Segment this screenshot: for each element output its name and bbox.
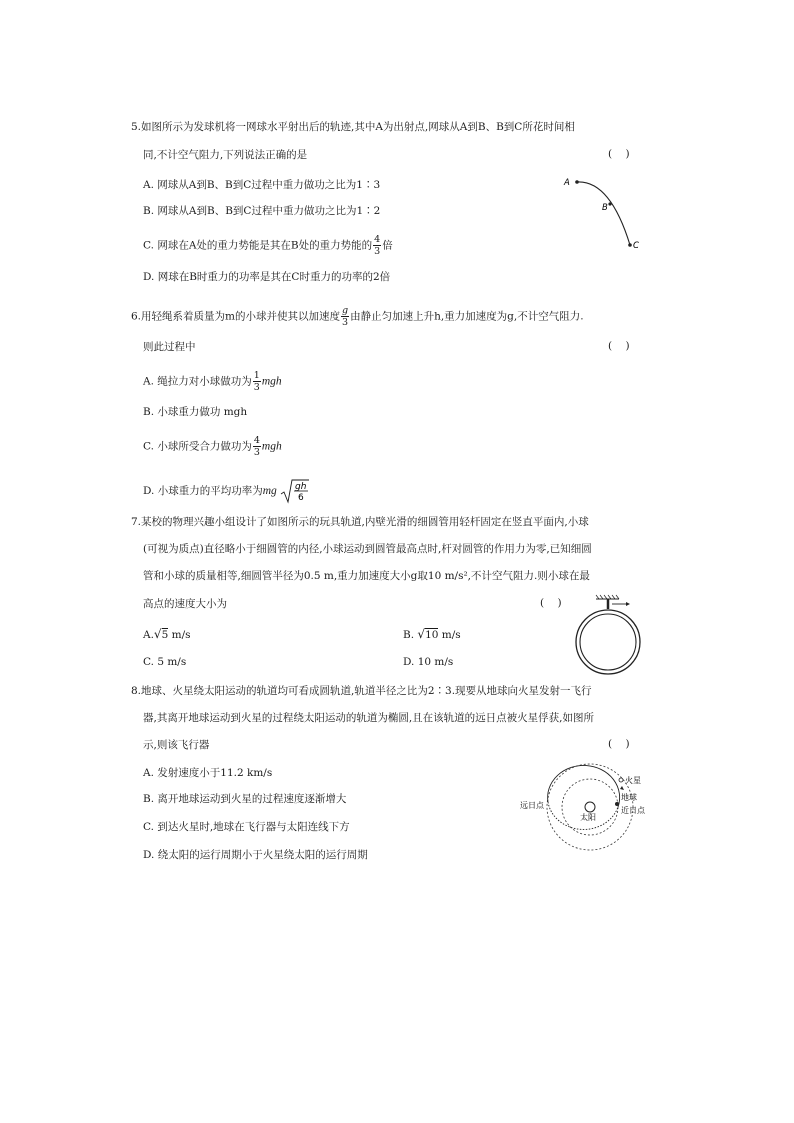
q7-stem-line2: (可视为质点)直径略小于细圆管的内径,小球运动到圆管最高点时,杆对圆管的作用力为零,已知细圆 xyxy=(143,543,592,555)
q6-option-b: B. 小球重力做功 mgh xyxy=(143,406,248,418)
q8-option-c: C. 到达火星时,地球在飞行器与太阳连线下方 xyxy=(143,821,350,833)
q7-option-a: A.√5 m/s xyxy=(143,627,191,641)
q7-option-d: D. 10 m/s xyxy=(403,656,454,668)
q5-option-a: A. 网球从A到B、B到C过程中重力做功之比为1∶3 xyxy=(143,179,381,191)
q5-option-c xyxy=(143,234,393,257)
q8-stem-line1: 8.地球、火星绕太阳运动的轨道均可看成圆轨道,轨道半径之比为2∶3.现要从地球向火星发射一飞行 xyxy=(131,685,592,697)
q6-stem-line2: 则此过程中 xyxy=(143,341,196,353)
q5-answer-paren: ( ) xyxy=(608,148,630,160)
q6-option-c: C. 小球所受合力做功为 $\frac{4}{3}$ mgh xyxy=(143,435,282,458)
q7-option-b: B. √10 m/s xyxy=(403,627,461,641)
q5-fig-label-b: B xyxy=(602,203,608,213)
q6-option-d-sqrt xyxy=(280,478,310,504)
q5-option-c-pre: C. 网球在A处的重力势能是其在B处的重力势能的 xyxy=(143,239,373,252)
q5-option-d: D. 网球在B时重力的功率是其在C时重力的功率的2倍 xyxy=(143,271,391,283)
q8-answer-paren: ( ) xyxy=(608,738,630,750)
q8-orbit-figure xyxy=(518,762,650,856)
q7-answer-paren: ( ) xyxy=(540,597,562,609)
q5-fig-label-a: A xyxy=(564,178,570,188)
q5-option-c-post: 倍 xyxy=(382,239,393,252)
q8-option-b: B. 离开地球运动到火星的过程速度逐渐增大 xyxy=(143,793,347,805)
q8-option-d: D. 绕太阳的运行周期小于火星绕太阳的运行周期 xyxy=(143,849,368,861)
q6-stem-pre: 6.用轻绳系着质量为m的小球并使其以加速度 xyxy=(131,310,340,323)
q7-stem-line1: 7.某校的物理兴趣小组设计了如图所示的玩具轨道,内壁光滑的细圆管用轻杆固定在竖直平面内,小球 xyxy=(131,516,589,528)
q6-stem-post: 由静止匀加速上升h,重力加速度为g,不计空气阻力. xyxy=(350,310,584,323)
q6-stem-line1 xyxy=(131,305,584,328)
q8-fig-label-aphelion: 远日点 xyxy=(520,801,544,810)
q8-stem-line3: 示,则该飞行器 xyxy=(143,739,210,751)
q6-option-d: D. 小球重力的平均功率为mg gh 6 xyxy=(143,478,310,504)
q7-stem-line3: 管和小球的质量相等,细圆管半径为0.5 m,重力加速度大小g取10 m/s²,不计空气阻力.则小球在最 xyxy=(143,570,590,582)
q8-fig-label-mars: 火星 xyxy=(625,776,641,785)
q8-fig-label-perihelion: 近日点 xyxy=(621,806,645,815)
q8-option-a: A. 发射速度小于11.2 km/s xyxy=(143,767,273,779)
q6-option-a-fraction: $\frac{1}{3}$ xyxy=(253,370,260,393)
q5-option-b: B. 网球从A到B、B到C过程中重力做功之比为1∶2 xyxy=(143,205,381,217)
q6-option-c-fraction: $\frac{4}{3}$ xyxy=(253,435,260,458)
q5-trajectory-figure xyxy=(560,170,650,260)
q5-stem-line1: 5.如图所示为发球机将一网球水平射出后的轨迹,其中A为出射点,网球从A到B、B到C所花时间相 xyxy=(131,121,575,133)
q8-fig-label-sun: 太阳 xyxy=(580,813,596,822)
q6-answer-paren: ( ) xyxy=(608,340,630,352)
q5-stem-line2: 同,不计空气阻力,下列说法正确的是 xyxy=(143,149,308,161)
q5-option-c-fraction: $\frac{4}{3}$ xyxy=(374,234,381,257)
svg-text:gh: gh xyxy=(295,482,307,492)
q6-accel-fraction: $\frac{g}{3}$ xyxy=(341,305,349,328)
q8-stem-line2: 器,其离开地球运动到火星的过程绕太阳运动的轨道为椭圆,且在该轨道的远日点被火星俘获,如图所 xyxy=(143,712,595,724)
q7-stem-line4: 高点的速度大小为 xyxy=(143,598,227,610)
q8-fig-label-earth: 地球 xyxy=(621,793,637,802)
q6-option-a: A. 绳拉力对小球做功为 $\frac{1}{3}$ mgh xyxy=(143,370,282,393)
q7-ring-track-figure xyxy=(574,592,644,678)
svg-text:6: 6 xyxy=(298,493,304,503)
q5-fig-label-c: C xyxy=(633,241,639,251)
q7-option-c: C. 5 m/s xyxy=(143,656,187,668)
